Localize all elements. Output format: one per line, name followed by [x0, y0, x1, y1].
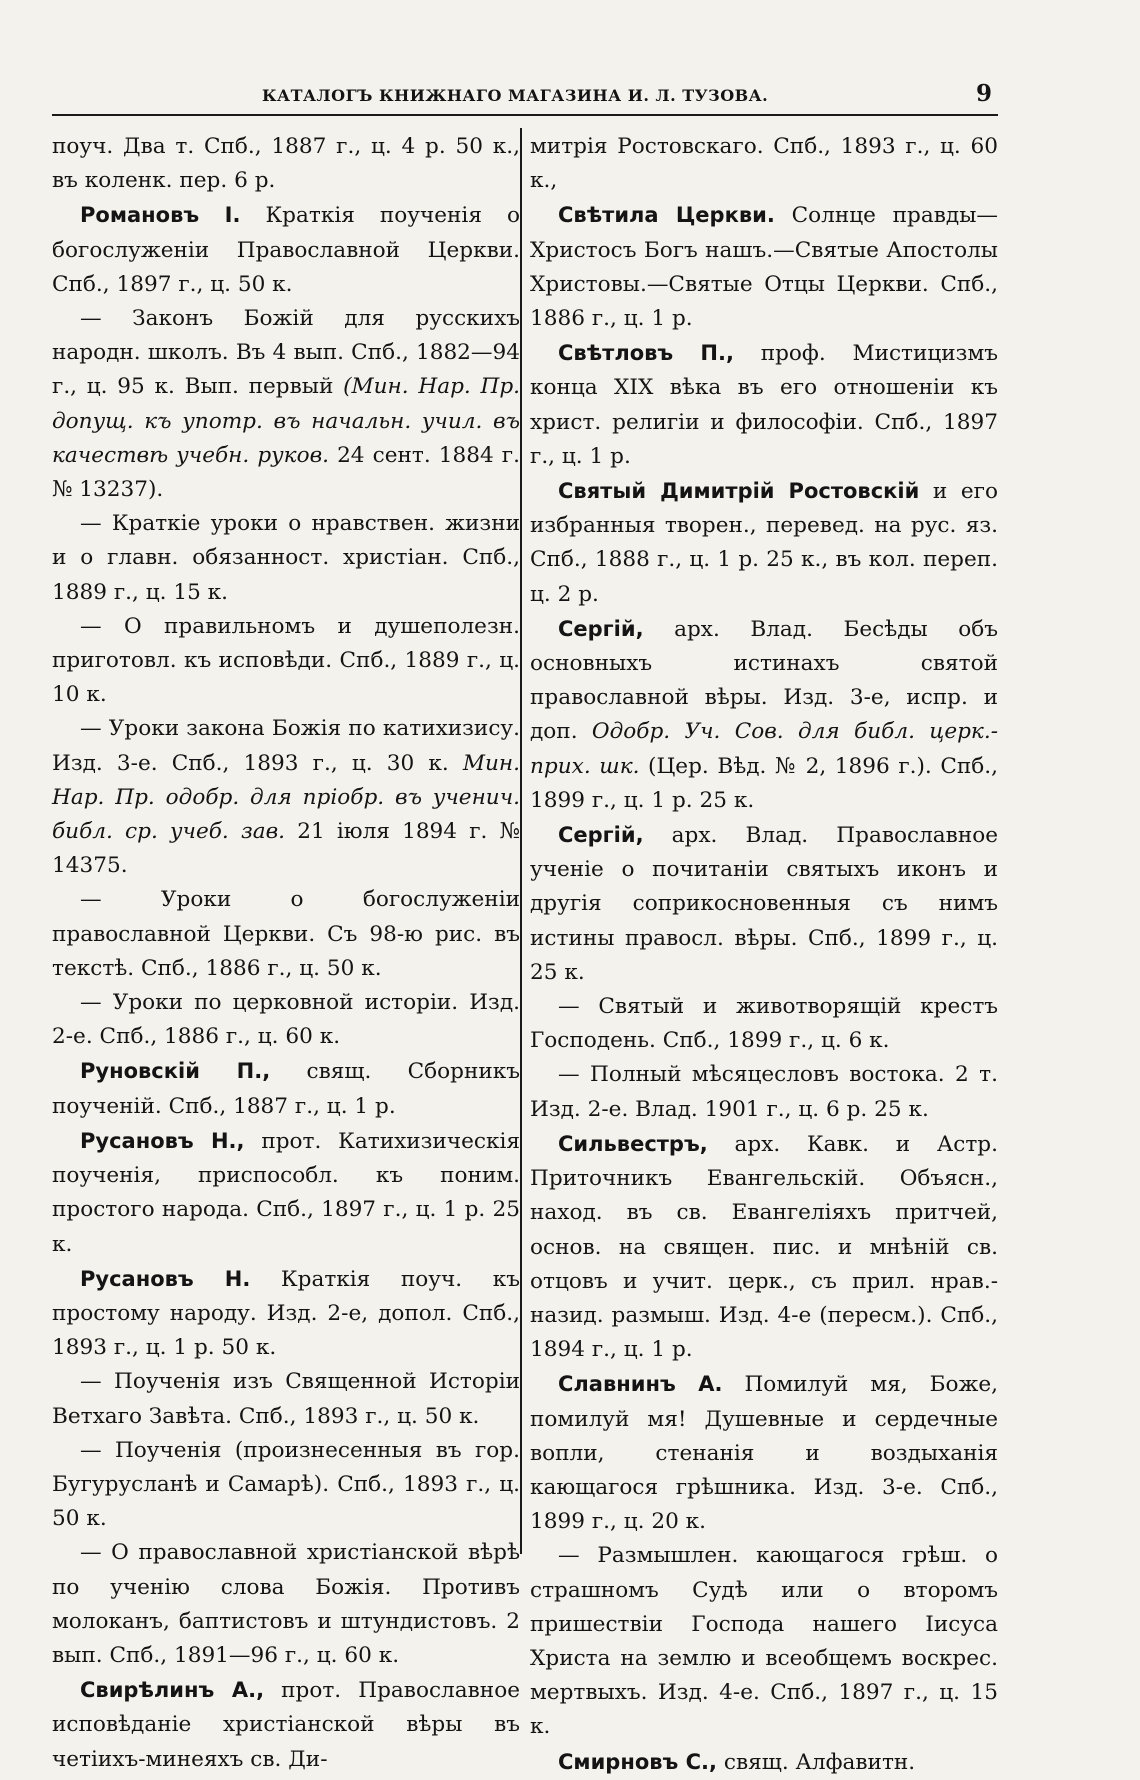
catalog-entry: [530, 1745, 998, 1780]
entry-author: Смирновъ С.,: [558, 1749, 718, 1774]
running-title: КАТАЛОГЪ КНИЖНАГО МАГАЗИНА И. Л. ТУЗОВА.: [262, 86, 769, 105]
entry-author: Руновскій П.,: [80, 1059, 271, 1084]
catalog-entry: [52, 1673, 520, 1777]
entry-approval-note: Мин. Нар. Пр. одобр. для пріобр. въ ученич. библ. ср. учеб. зав.: [52, 750, 520, 845]
entry-author: Сергій,: [558, 823, 644, 848]
catalog-entry: [530, 336, 998, 474]
entry-text: свящ. Сборникъ поученій. Спб., 1887 г., ц. 1 р.: [52, 1059, 520, 1119]
entry-text: поуч. Два т. Спб., 1887 г., ц. 4 р. 50 к., въ коленк. пер. 6 р.: [52, 134, 520, 194]
catalog-entry: [52, 1262, 520, 1366]
catalog-entry: [52, 1365, 520, 1433]
catalog-entry: [52, 1434, 520, 1537]
entry-text: проф. Мистицизмъ конца XIX вѣка въ его отношеніи къ христ. религіи и философіи. Спб., 1897 г., ц. 1 р.: [530, 341, 998, 469]
entry-text: Помилуй мя, Боже, помилуй мя! Душевные и сердечные вопли, стенанія и воздыханія кающагося грѣшника. Изд. 3-е. Спб., 1899 г., ц. 20 к.: [530, 1372, 999, 1535]
entry-text: арх. Кавк. и Астр. Приточникъ Евангельскій. Объясн., наход. въ св. Евангеліяхъ притчей, основ. на священ. пис. и мнѣній св. отцовъ и учит. церк., съ прил. нрав.-назид. размыш. Изд. 4-е (пересм.). Спб., 1894 г., ц. 1 р.: [530, 1131, 998, 1363]
entry-text: свящ. Алфавитн.: [717, 1749, 916, 1775]
entry-author: Русановъ Н.: [80, 1266, 251, 1291]
entry-text: Краткія поуч. къ простому народу. Изд. 2-е, допол. Спб., 1893 г., ц. 1 р. 50 к.: [52, 1266, 520, 1361]
entry-text: прот. Катихизическія поученія, приспособл. къ поним. простого народа. Спб., 1897 г., ц. 1 р. 25 к.: [52, 1128, 520, 1257]
entry-author: Сильвестръ,: [558, 1131, 708, 1156]
catalog-entry: [530, 198, 998, 336]
catalog-entry: [530, 1539, 998, 1744]
entry-author: Романовъ I.: [80, 203, 241, 228]
entry-author: Святый Димитрій Ростовскій: [558, 479, 920, 504]
entry-text: арх. Влад. Бесѣды объ основныхъ истинахъ святой православной вѣры. Изд. 3-е, испр. и доп.: [530, 616, 998, 745]
entry-text: 24 сент. 1884 г. № 13237).: [52, 442, 520, 503]
entry-text: митрія Ростовскаго. Спб., 1893 г., ц. 60 к.,: [530, 134, 998, 194]
entry-text: — Уроки закона Божія по катихизису. Изд. 3-е. Спб., 1893 г., ц. 30 к.: [52, 716, 520, 776]
entry-text: — О православной христіанской вѣрѣ по ученію слова Божія. Противъ молоканъ, баптистовъ и штундистовъ. 2 вып. Спб., 1891—96 г., ц. 60 к.: [52, 1540, 520, 1668]
catalog-entry: [52, 507, 520, 610]
catalog-entry: [530, 130, 998, 198]
entry-text: — Полный мѣсяцесловъ востока. 2 т. Изд. 2-е. Влад. 1901 г., ц. 6 р. 25 к.: [530, 1062, 998, 1122]
page-number: 9: [975, 80, 992, 107]
entry-text: Краткія поученія о богослуженіи Православной Церкви. Спб., 1897 г., ц. 50 к.: [52, 203, 520, 297]
catalog-entry: [52, 883, 520, 986]
entry-text: прот. Православное исповѣданіе христіанской вѣры въ четіихъ-минеяхъ св. Ди-: [52, 1678, 520, 1772]
entry-text: и его избранныя творен., перевед. на рус. яз. Спб., 1888 г., ц. 1 р. 25 к., въ кол. переп. ц. 2 р.: [530, 479, 998, 607]
entry-text: 21 іюля 1894 г. № 14375.: [52, 819, 520, 879]
entry-approval-note: Одобр. Уч. Сов. для библ. церк.-прих. шк.: [530, 719, 998, 779]
catalog-entry: [530, 818, 998, 990]
catalog-entry: [52, 1054, 520, 1123]
catalog-entry: [52, 198, 520, 302]
entry-author: Славнинъ А.: [558, 1372, 723, 1397]
entry-author: Свѣтила Церкви.: [558, 203, 775, 228]
entry-text: — Уроки по церковной исторіи. Изд. 2-е. Спб., 1886 г., ц. 60 к.: [52, 990, 520, 1050]
entry-text: — Уроки о богослуженіи православной Церкви. Съ 98-ю рис. въ текстѣ. Спб., 1886 г., ц. 50 к.: [52, 887, 520, 981]
entry-author: Свирѣлинъ А.,: [80, 1678, 265, 1703]
catalog-entry: [530, 990, 998, 1058]
catalog-entry: [52, 302, 520, 507]
catalog-entry: [52, 610, 520, 713]
entry-author: Сергій,: [558, 616, 644, 641]
catalog-entry: [530, 612, 998, 818]
entry-text: — Размышлен. кающагося грѣш. о страшномъ Судѣ или о второмъ пришествіи Господа нашего Іисуса Христа на землю и всеобщемъ воскрес. мертвыхъ. Изд. 4-е. Спб., 1897 г., ц. 15 к.: [530, 1543, 998, 1740]
catalog-entry: [52, 130, 520, 198]
catalog-entry: [530, 474, 998, 612]
catalog-entry: [530, 1127, 998, 1367]
entry-approval-note: (Мин. Нар. Пр. допущ. къ употр. въ начальн. учил. въ качествѣ учебн. руков.: [52, 374, 521, 468]
right-column: [530, 130, 998, 1780]
entry-author: Свѣтловъ П.,: [558, 341, 734, 366]
entry-author: Русановъ Н.,: [80, 1128, 245, 1153]
column-divider: [520, 128, 522, 1554]
entry-text: — Законъ Божій для русскихъ народн. школъ. Въ 4 вып. Спб., 1882—94 г., ц. 95 к. Вып. первый: [52, 306, 520, 400]
entry-text: Солнце правды—Христосъ Богъ нашъ.—Святые Апостолы Христовы.—Святые Отцы Церкви. Спб., 1886 г., ц. 1 р.: [530, 203, 998, 332]
catalog-entry: [52, 1536, 520, 1673]
entry-text: — Поученія изъ Священной Исторіи Ветхаго Завѣта. Спб., 1893 г., ц. 50 к.: [52, 1369, 520, 1429]
catalog-entry: [52, 986, 520, 1054]
entry-text: — О правильномъ и душеполезн. приготовл. къ исповѣди. Спб., 1889 г., ц. 10 к.: [52, 613, 520, 708]
left-column: [52, 130, 520, 1777]
entry-text: — Святый и животворящій крестъ Господень. Спб., 1899 г., ц. 6 к.: [530, 994, 998, 1054]
entry-text: (Цер. Вѣд. № 2, 1896 г.). Спб., 1899 г., ц. 1 р. 25 к.: [530, 753, 998, 813]
catalog-entry: [530, 1058, 998, 1126]
entry-text: арх. Влад. Православное ученіе о почитаніи святыхъ иконъ и другія соприкосновенныя съ нимъ истины правосл. вѣры. Спб., 1899 г., ц. 25 к.: [530, 823, 998, 985]
catalog-entry: [52, 712, 520, 883]
entry-text: — Поученія (произнесенныя въ гор. Бугурусланѣ и Самарѣ). Спб., 1893 г., ц. 50 к.: [52, 1437, 520, 1532]
catalog-entry: [52, 1124, 520, 1262]
entry-text: — Краткіе уроки о нравствен. жизни и о главн. обязанност. христіан. Спб., 1889 г., ц. 15 к.: [52, 511, 520, 605]
catalog-entry: [530, 1367, 998, 1539]
page-header: [52, 82, 998, 116]
